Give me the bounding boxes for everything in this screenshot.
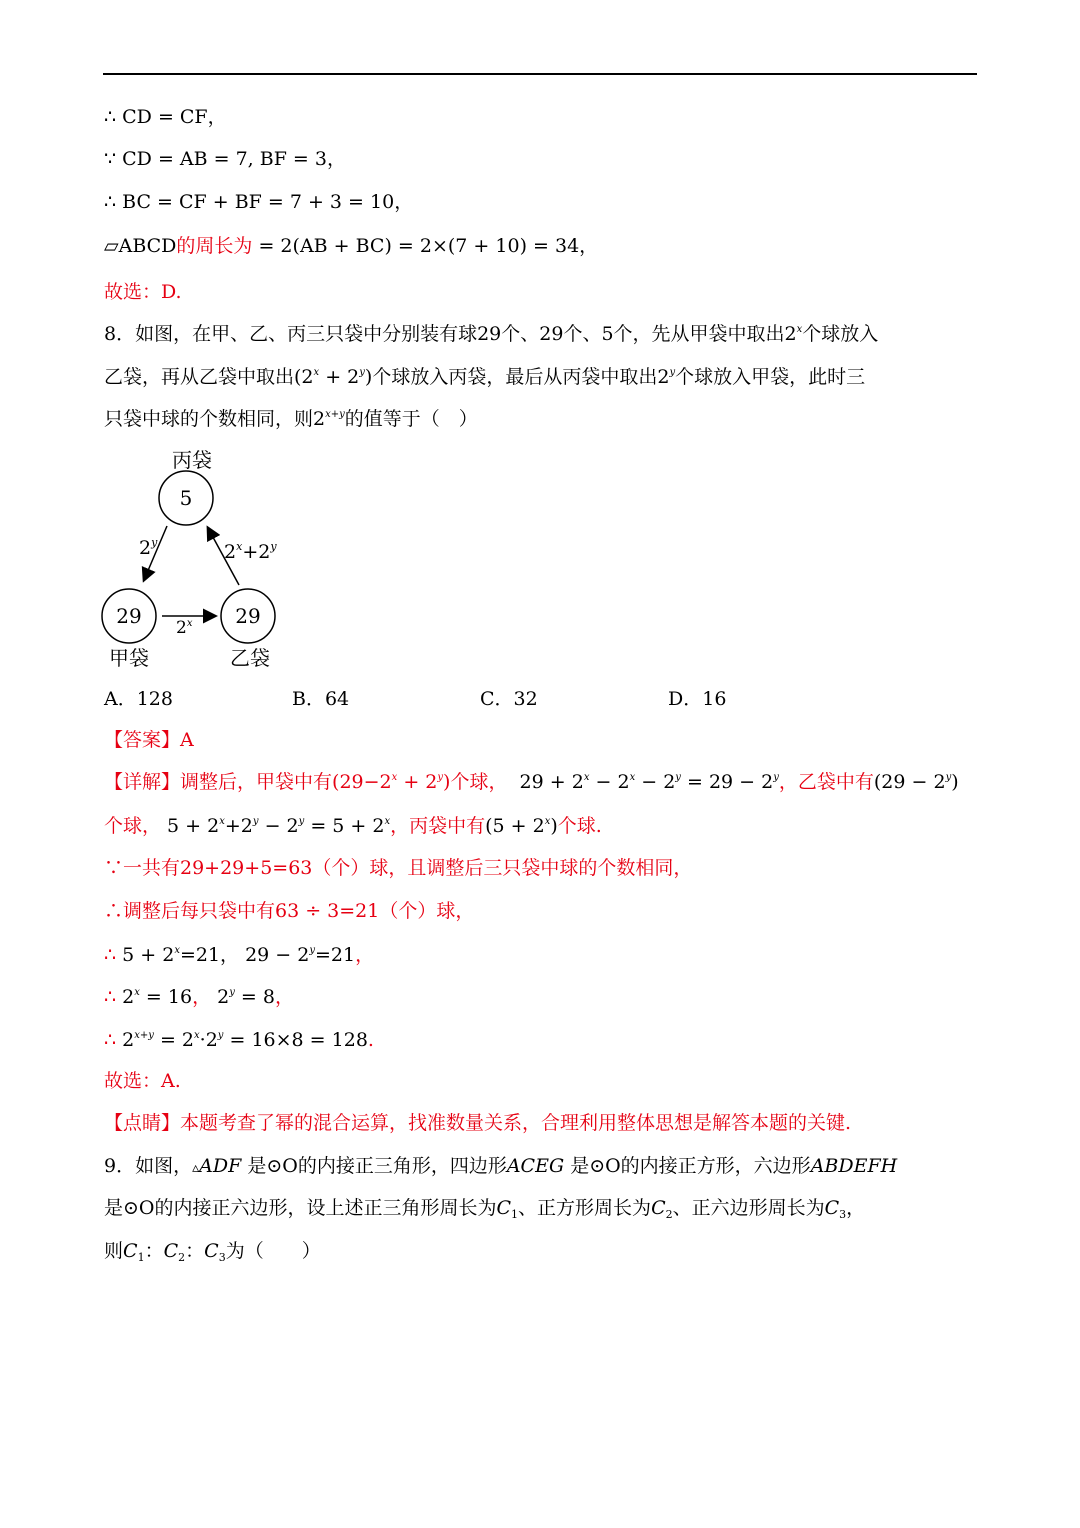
option-a[interactable]: A．128 [104,688,173,710]
option-b[interactable]: B．64 [292,688,350,710]
prev-choose: 故选：D. [104,281,182,303]
label-2x-plus-2y: $2^x+2^y$ [224,540,277,563]
label-2x: 2$^x$ [176,618,193,638]
q8-line-3: 只袋中球的个数相同，则$2^{x+y}$的值等于（ ） [104,408,478,430]
power-2x: 2$^x$ [784,323,803,345]
q9-line-3: 则$C_1$：$C_2$：$C_3$为（ ） [104,1240,321,1264]
detail-line-7: ∴ $2^{x+y} = 2^x\cdot 2^y = 16\times 8 = 128$. [104,1029,374,1051]
prev-line-3: ∴ BC = CF + BF = 7 + 3 = 10， [104,191,414,213]
q8-line-2: 乙袋，再从乙袋中取出$(2^x + 2^y)$个球放入丙袋，最后从丙袋中取出2$^y$个球放入甲袋，此时三 [104,366,866,388]
detail-line-5: ∴ $5 + 2^x=21$， $29 - 2^y=21$， [104,944,375,966]
yi-bag-value: 29 [235,604,261,628]
detail-line-1: 【详解】调整后，甲袋中有$(29-2^x + 2^y)$个球， $29 + 2^x - 2^x - 2^y = 29 - 2^y$，乙袋中有$(29 - 2^y)$ [104,771,959,793]
detail-choose: 故选：A. [104,1070,181,1092]
bing-bag-label: 丙袋 [172,448,212,472]
bags-diagram [100,440,290,675]
q8-line-1: 8．如图，在甲、乙、丙三只袋中分别装有球29个、29个、5个，先从甲袋中取出2$^x$个球放入 [104,323,879,345]
prev-line-2: ∵ CD = AB = 7, BF = 3， [104,148,346,170]
power-2xy: $2^{x+y}$ [313,408,345,430]
power-2y: 2$^y$ [657,366,676,388]
header-rule [103,73,977,75]
detail-line-6: ∴ $2^x = 16$， $2^y = 8$， [104,986,294,1008]
yi-bag-label: 乙袋 [230,646,270,670]
detail-line-4: ∴调整后每只袋中有63 ÷ 3=21（个）球， [104,900,475,922]
label-2y: 2$^y$ [139,536,158,559]
prev-line-1: ∴ CD = CF， [104,106,227,128]
q9-line-2: 是⊙O的内接正六边形，设上述正三角形周长为$C_1$、正方形周长为$C_2$、正六边形周长为$C_3$， [104,1197,866,1221]
q9-line-1: 9．如图，▵ADF 是⊙O的内接正三角形，四边形ACEG 是⊙O的内接正方形，六边形ABDEFH [104,1155,898,1177]
option-c[interactable]: C．32 [480,688,538,710]
detail-line-2: 个球， $5 + 2^x+2^y - 2^y = 5 + 2^x$，丙袋中有$(5 + 2^x)$个球. [104,815,602,837]
expr-2x-plus-2y: $(2^x + 2^y)$ [294,366,373,388]
prev-line-4: ▱ABCD的周长为 = 2(AB + BC) = 2×(7 + 10) = 34， [104,235,599,257]
bing-bag-value: 5 [179,486,193,510]
comment: 【点睛】本题考查了幂的混合运算，找准数量关系，合理利用整体思想是解答本题的关键. [104,1112,852,1134]
detail-line-3: ∵一共有29+29+5=63（个）球，且调整后三只袋中球的个数相同， [104,857,693,879]
jia-bag-label: 甲袋 [109,646,149,670]
answer: 【答案】A [104,729,194,751]
jia-bag-value: 29 [116,604,142,628]
option-d[interactable]: D．16 [668,688,727,710]
